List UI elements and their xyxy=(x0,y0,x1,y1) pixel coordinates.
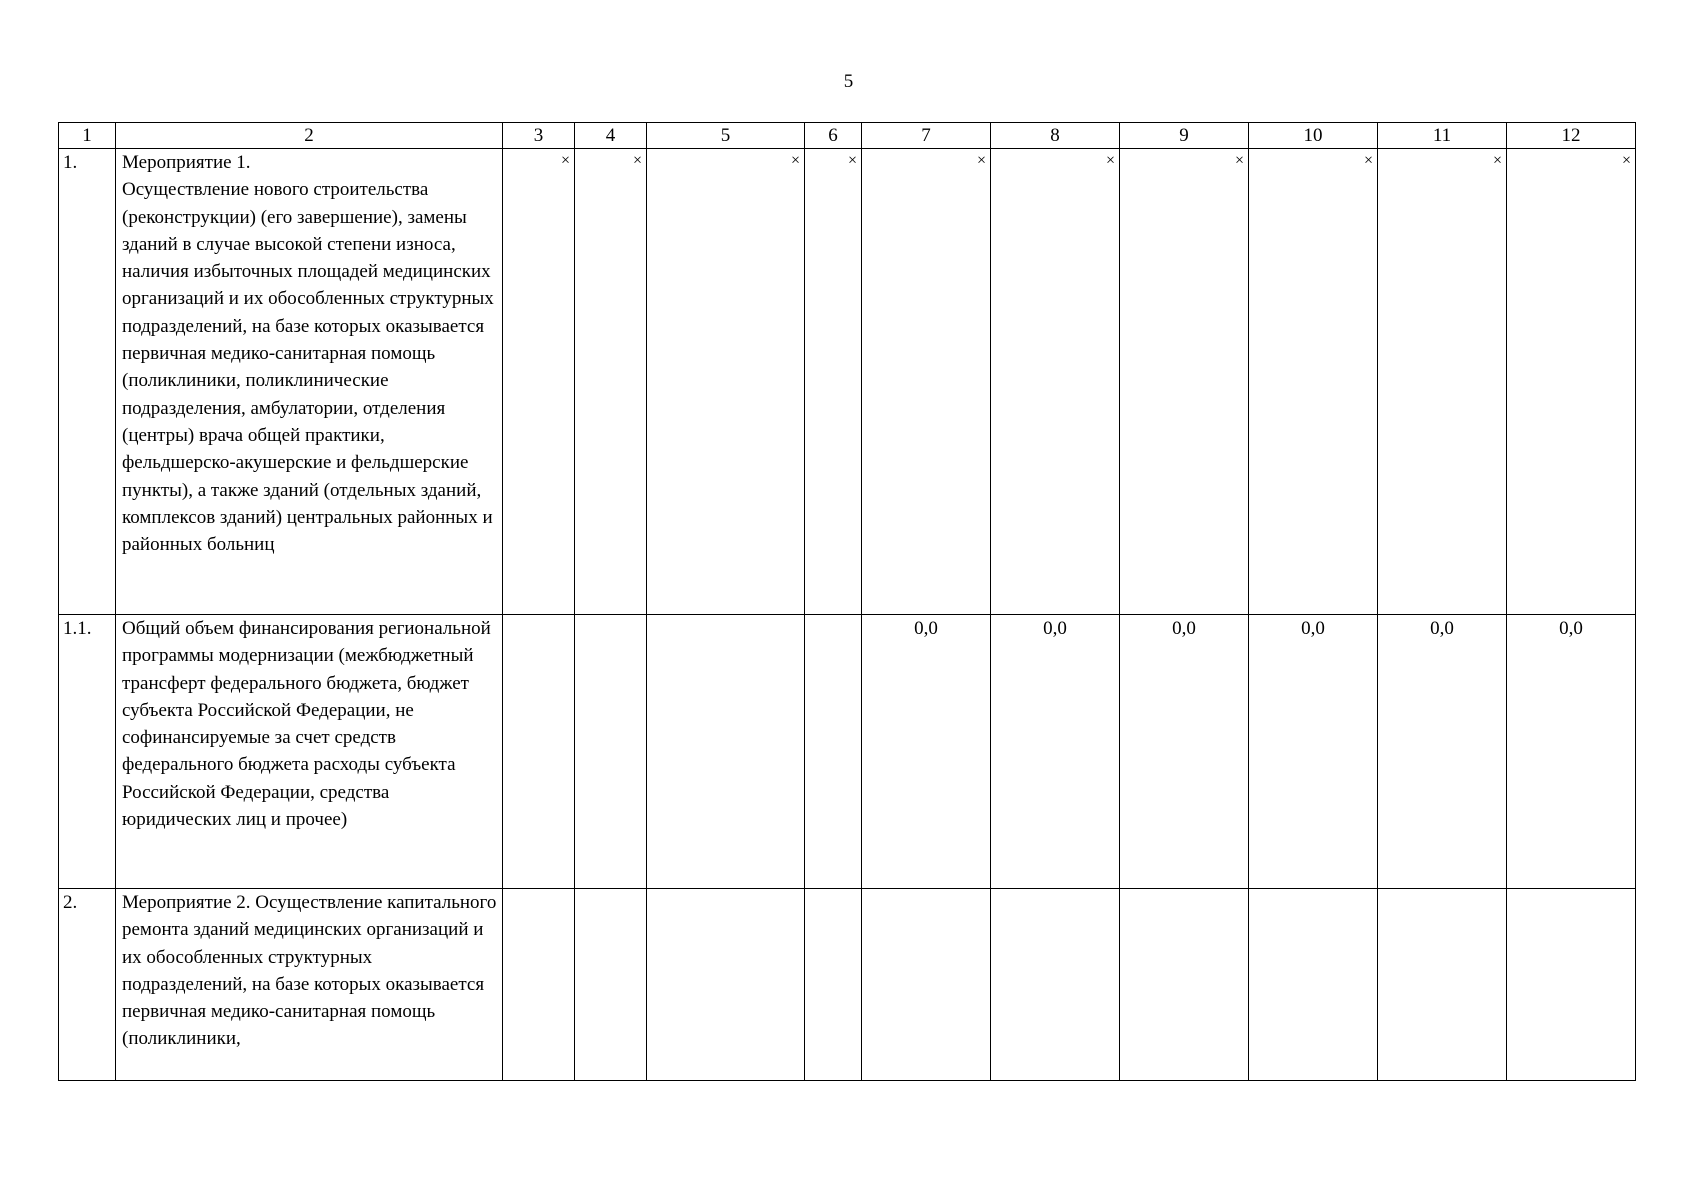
page-number: 5 xyxy=(843,71,854,92)
table-header-row xyxy=(59,123,1636,149)
column-header: 9 xyxy=(1120,123,1249,149)
table-cell xyxy=(1378,889,1507,1081)
table-cell xyxy=(503,615,575,889)
table-cell-value: 0,0 xyxy=(1249,615,1378,889)
table-row xyxy=(59,615,1636,889)
table-cell xyxy=(862,889,991,1081)
table-cell-value: 0,0 xyxy=(1378,615,1507,889)
column-header: 2 xyxy=(116,123,503,149)
cell-cross-mark: × xyxy=(805,149,862,615)
table-cell xyxy=(575,889,647,1081)
table-row xyxy=(59,149,1636,615)
column-header: 10 xyxy=(1249,123,1378,149)
table-cell-value: 0,0 xyxy=(862,615,991,889)
column-header: 4 xyxy=(575,123,647,149)
table-cell xyxy=(1120,889,1249,1081)
column-header: 3 xyxy=(503,123,575,149)
row-description: Общий объем финансирования региональной программы модернизации (межбюджетный трансферт федерального бюджета, бюджет субъекта Российской Федерации, не софинансируемые за счет средств федерального бюджета расходы субъекта Российской Федерации, средства юридических лиц и прочее) xyxy=(116,615,503,889)
table-cell-value: 0,0 xyxy=(1507,615,1636,889)
cell-cross-mark: × xyxy=(991,149,1120,615)
cell-cross-mark: × xyxy=(1378,149,1507,615)
table-cell xyxy=(575,615,647,889)
table-cell xyxy=(1249,889,1378,1081)
cell-cross-mark: × xyxy=(575,149,647,615)
cell-cross-mark: × xyxy=(1249,149,1378,615)
table-cell xyxy=(647,889,805,1081)
column-header: 7 xyxy=(862,123,991,149)
cell-cross-mark: × xyxy=(862,149,991,615)
table-cell xyxy=(805,615,862,889)
table-cell xyxy=(503,889,575,1081)
table-cell xyxy=(805,889,862,1081)
column-header: 6 xyxy=(805,123,862,149)
row-number: 2. xyxy=(59,889,116,1081)
data-table xyxy=(58,122,1636,1081)
column-header: 12 xyxy=(1507,123,1636,149)
row-description: Мероприятие 1. Осуществление нового строительства (реконструкции) (его завершение), замены зданий в случае высокой степени износа, наличия избыточных площадей медицинских организаций и их обособленных структурных подразделений, на базе которых оказывается первичная медико-санитарная помощь (поликлиники, поликлинические подразделения, амбулатории, отделения (центры) врача общей практики, фельдшерско-акушерские и фельдшерские пункты), а также зданий (отдельных зданий, комплексов зданий) центральных районных и районных больниц xyxy=(116,149,503,615)
table-cell-value: 0,0 xyxy=(991,615,1120,889)
cell-cross-mark: × xyxy=(1120,149,1249,615)
cell-cross-mark: × xyxy=(647,149,805,615)
column-header: 11 xyxy=(1378,123,1507,149)
table-cell xyxy=(991,889,1120,1081)
row-description: Мероприятие 2. Осуществление капитального ремонта зданий медицинских организаций и их обособленных структурных подразделений, на базе которых оказывается первичная медико-санитарная помощь (поликлиники, xyxy=(116,889,503,1081)
cell-cross-mark: × xyxy=(503,149,575,615)
row-number: 1. xyxy=(59,149,116,615)
cell-cross-mark: × xyxy=(1507,149,1636,615)
table-cell xyxy=(647,615,805,889)
table-row xyxy=(59,889,1636,1081)
table-cell-value: 0,0 xyxy=(1120,615,1249,889)
row-number: 1.1. xyxy=(59,615,116,889)
column-header: 5 xyxy=(647,123,805,149)
column-header: 8 xyxy=(991,123,1120,149)
column-header: 1 xyxy=(59,123,116,149)
table-cell xyxy=(1507,889,1636,1081)
